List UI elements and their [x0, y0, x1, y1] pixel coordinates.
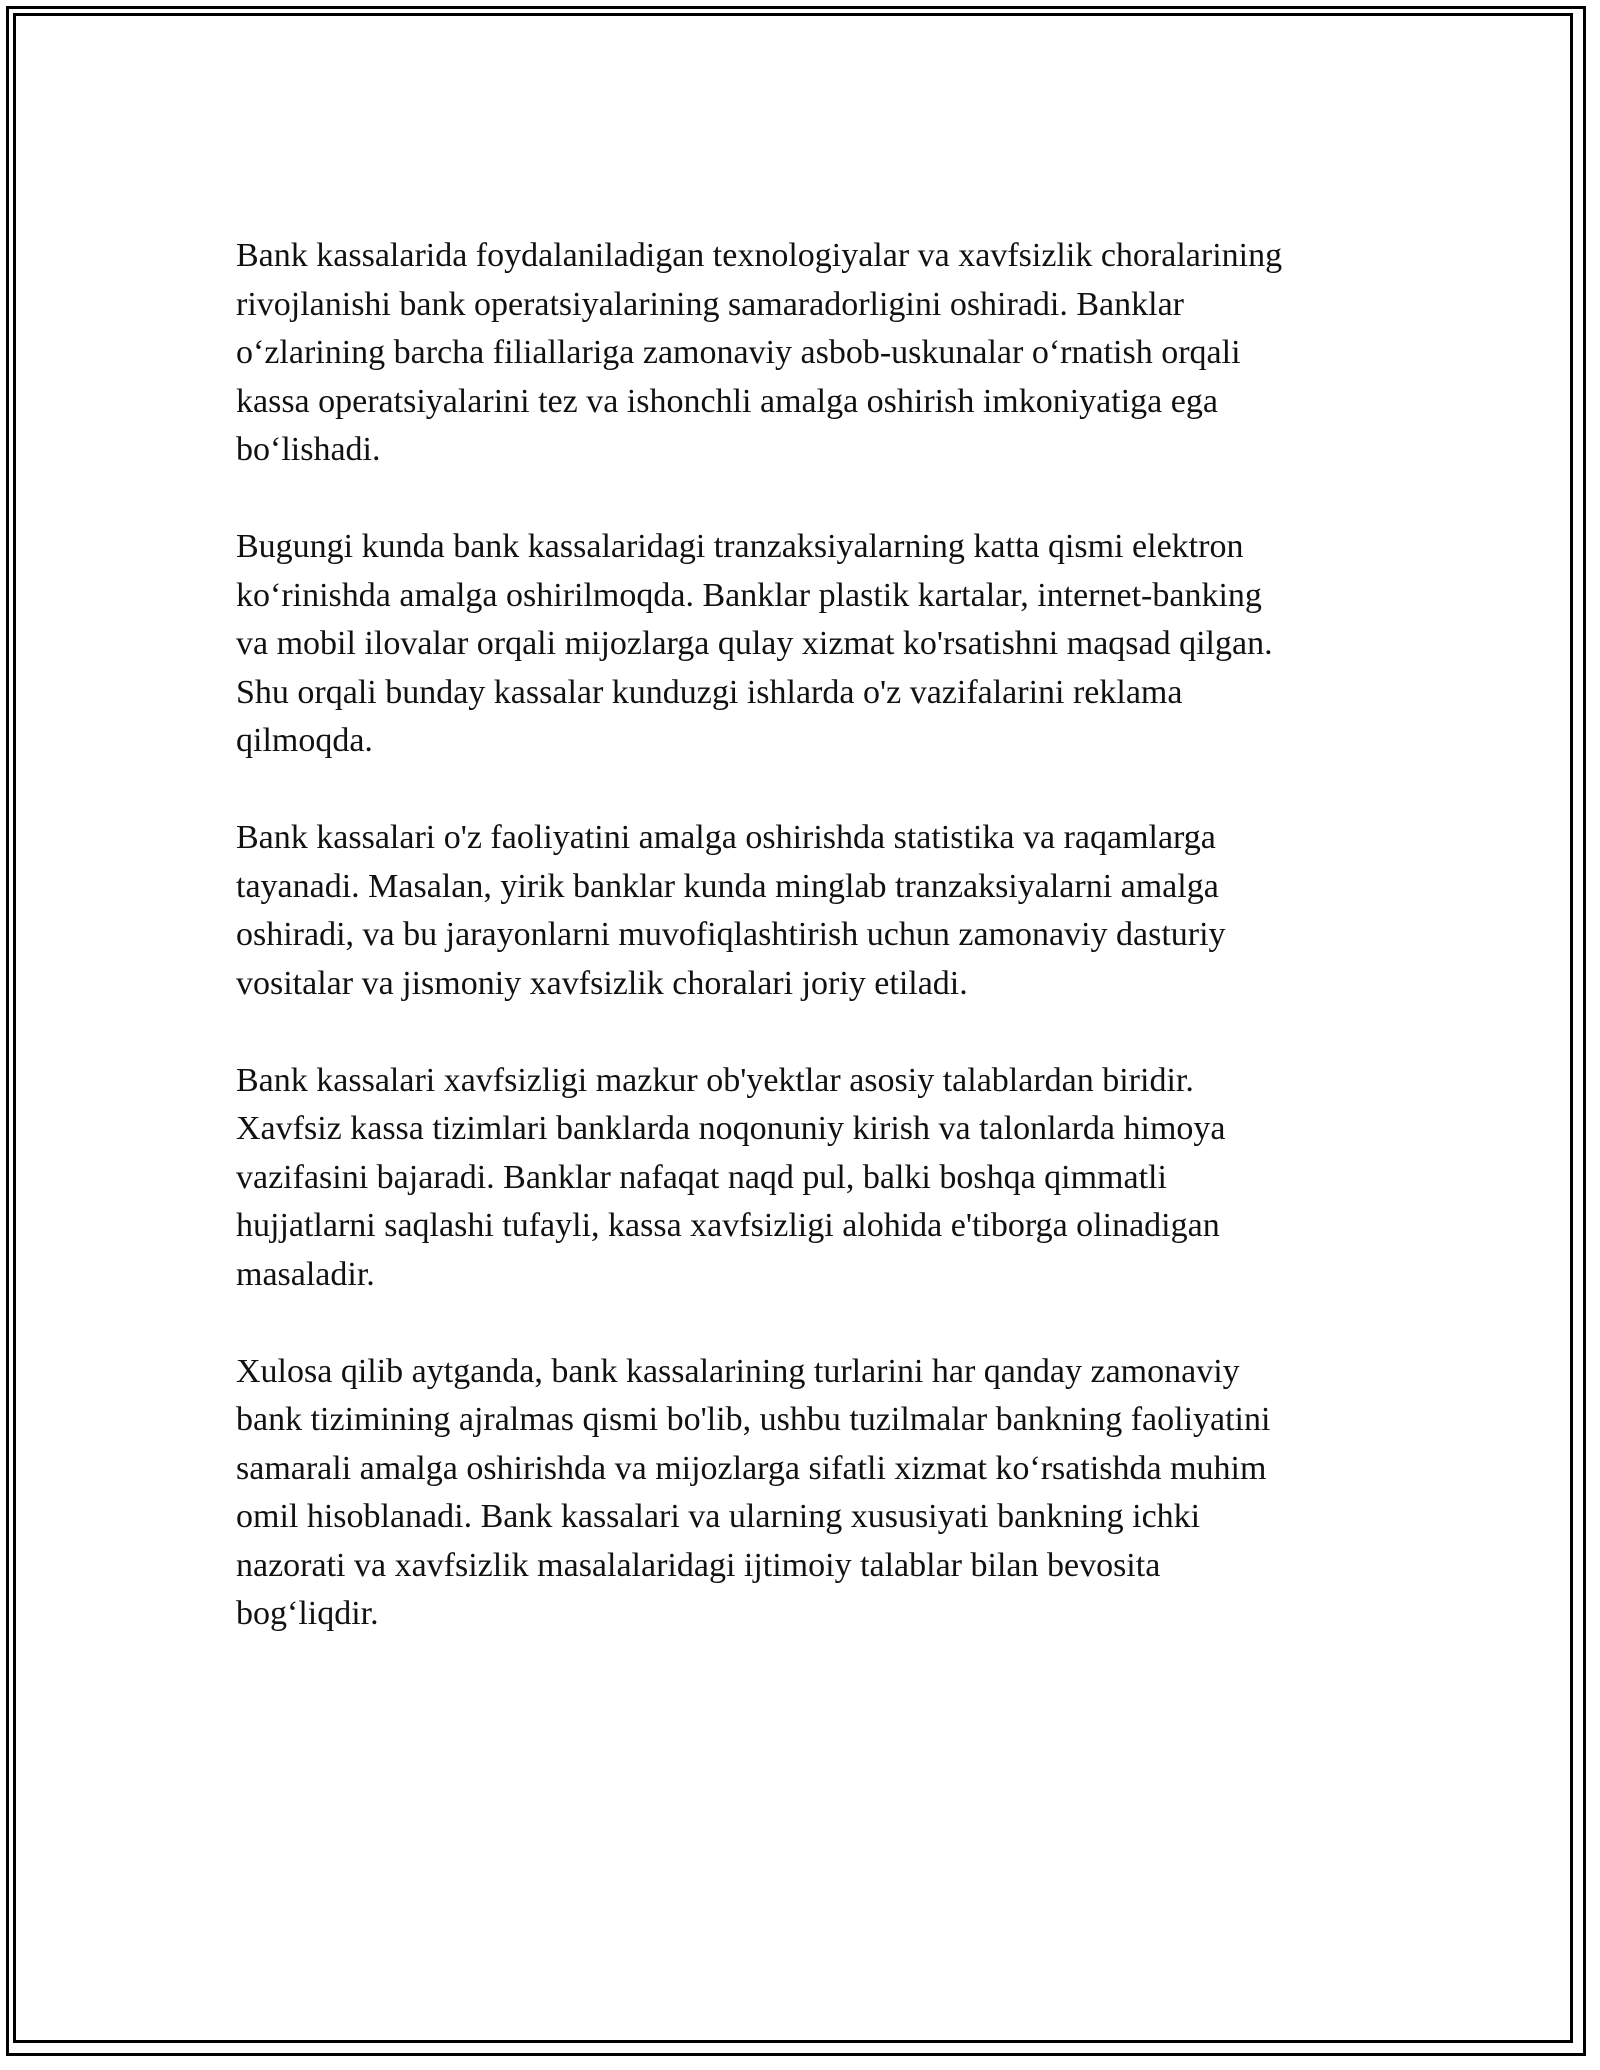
paragraph-line: bog‘liqdir.	[236, 1595, 379, 1632]
paragraph-line: Shu orqali bunday kassalar kunduzgi ishlarda o'z vazifalarini reklama	[236, 673, 1183, 711]
paragraph-3	[236, 814, 1386, 1008]
paragraph-line: Bank kassalari xavfsizligi mazkur ob'yektlar asosiy talablardan biridir.	[236, 1061, 1194, 1099]
paragraph-line: qilmoqda.	[236, 722, 373, 759]
paragraph-line: Bank kassalarida foydalaniladigan texnologiyalar va xavfsizlik choralarining	[236, 237, 1283, 274]
document-body	[236, 232, 1386, 1687]
paragraph-4	[236, 1057, 1386, 1300]
paragraph-line: ko‘rinishda amalga oshirilmoqda. Banklar plastik kartalar, internet-banking	[236, 576, 1262, 614]
paragraph-line: Bank kassalari o'z faoliyatini amalga oshirishda statistika va raqamlarga	[236, 819, 1216, 856]
paragraph-line: rivojlanishi bank operatsiyalarining samaradorligini oshiradi. Banklar	[236, 285, 1184, 323]
paragraph-line: o‘zlarining barcha filiallariga zamonaviy asbob-uskunalar o‘rnatish orqali	[236, 334, 1241, 371]
paragraph-line: tayanadi. Masalan, yirik banklar kunda minglab tranzaksiyalarni amalga	[236, 867, 1219, 905]
paragraph-line: kassa operatsiyalarini tez va ishonchli amalga oshirish imkoniyatiga ega	[236, 382, 1218, 420]
paragraph-line: Xulosa qilib aytganda, bank kassalarining turlarini har qanday zamonaviy	[236, 1352, 1240, 1390]
paragraph-line: bo‘lishadi.	[236, 431, 381, 468]
paragraph-line: va mobil ilovalar orqali mijozlarga qulay xizmat ko'rsatishni maqsad qilgan.	[236, 625, 1273, 662]
paragraph-line: nazorati va xavfsizlik masalalaridagi ijtimoiy talablar bilan bevosita	[236, 1546, 1161, 1584]
paragraph-line: masaladir.	[236, 1255, 375, 1293]
paragraph-line: vazifasini bajaradi. Banklar nafaqat naqd pul, balki boshqa qimmatli	[236, 1158, 1167, 1196]
paragraph-line: omil hisoblanadi. Bank kassalari va ularning xususiyati bankning ichki	[236, 1498, 1201, 1535]
paragraph-line: samarali amalga oshirishda va mijozlarga sifatli xizmat ko‘rsatishda muhim	[236, 1449, 1267, 1487]
paragraph-1	[236, 232, 1386, 475]
paragraph-2	[236, 523, 1386, 766]
paragraph-line: vositalar va jismoniy xavfsizlik choralari joriy etiladi.	[236, 964, 968, 1002]
paragraph-5	[236, 1348, 1386, 1639]
paragraph-line: Xavfsiz kassa tizimlari banklarda noqonuniy kirish va talonlarda himoya	[236, 1110, 1226, 1147]
paragraph-line: Bugungi kunda bank kassalaridagi tranzaksiyalarning katta qismi elektron	[236, 528, 1244, 565]
paragraph-line: hujjatlarni saqlashi tufayli, kassa xavfsizligi alohida e'tiborga olinadigan	[236, 1207, 1220, 1244]
paragraph-line: bank tizimining ajralmas qismi bo'lib, ushbu tuzilmalar bankning faoliyatini	[236, 1401, 1271, 1438]
paragraph-line: oshiradi, va bu jarayonlarni muvofiqlashtirish uchun zamonaviy dasturiy	[236, 916, 1226, 953]
